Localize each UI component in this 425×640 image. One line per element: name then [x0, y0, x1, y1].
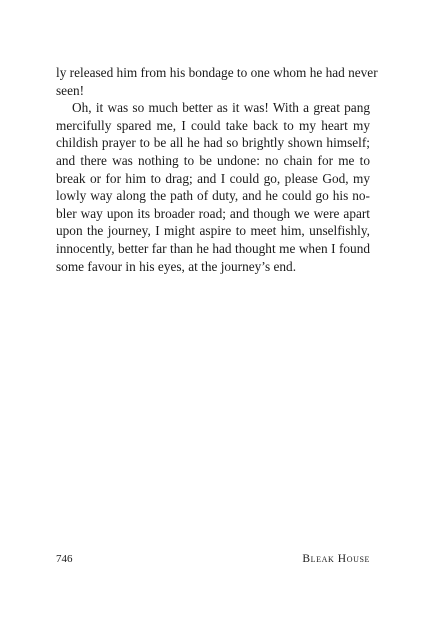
text-line: innocently, better far than he had thought me when I found — [56, 240, 370, 256]
text-line: bler way upon its broader road; and though we were apart — [56, 205, 370, 221]
text-line: upon the journey, I might aspire to meet him, unselfishly, — [56, 223, 370, 239]
text-line: break or for him to drag; and I could go, please God, my — [56, 170, 370, 186]
text-line: mercifully spared me, I could take back to my heart my — [56, 117, 370, 133]
text-line: ly released him from his bondage to one whom he had never — [56, 65, 378, 80]
text-line: seen! — [56, 82, 85, 98]
text-line: lowly way along the path of duty, and he could go his no- — [56, 188, 370, 204]
text-line: and there was nothing to be undone: no chain for me to — [56, 152, 370, 168]
page-footer — [56, 551, 370, 567]
text-line: childish prayer to be all he had so brightly shown himself; — [56, 135, 370, 151]
paragraph-first-line: Oh, it was so much better as it was! With a great pang — [72, 100, 370, 116]
text-line: some favour in his eyes, at the journey’s end. — [56, 258, 297, 274]
page-number: 746 — [56, 553, 73, 565]
body-text — [56, 64, 378, 275]
running-head: Bleak House — [302, 553, 370, 565]
